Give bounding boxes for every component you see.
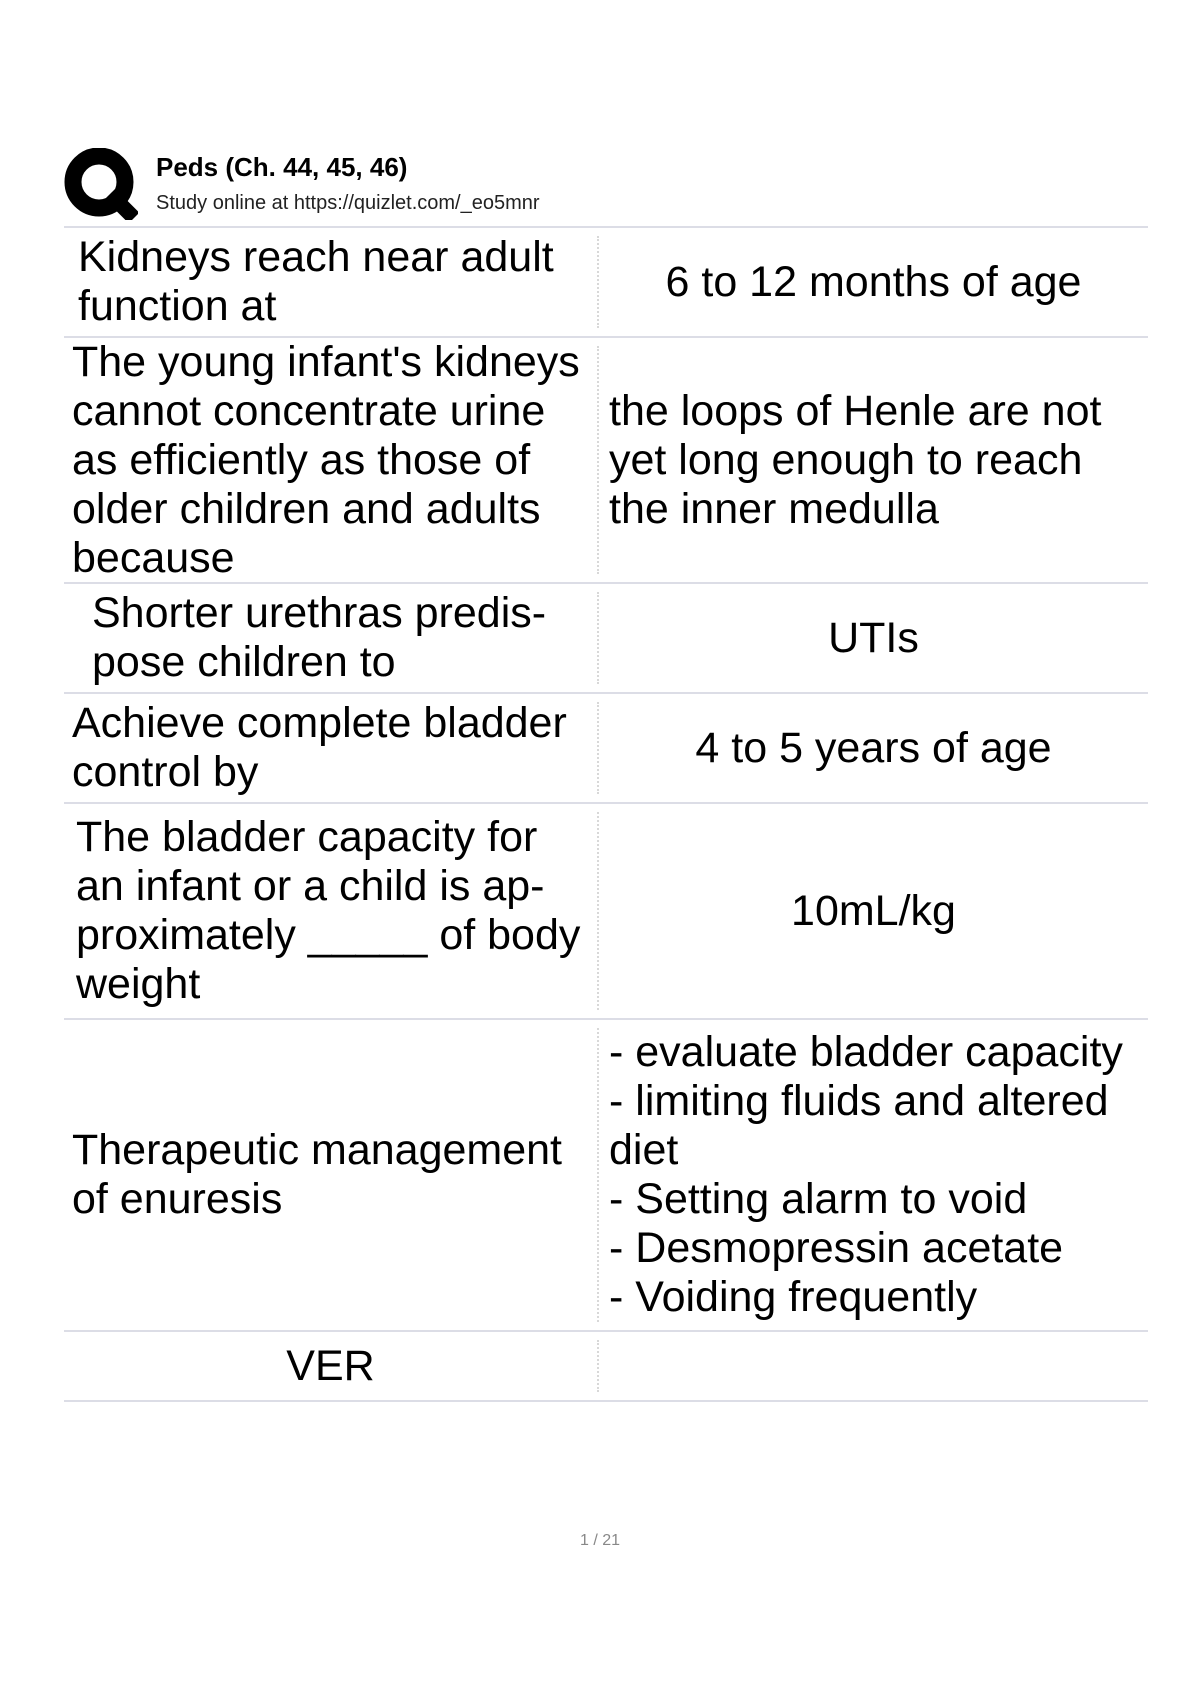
card-term: Shorter urethras predis- pose children to [64, 592, 599, 684]
card-definition: the loops of Henle are not yet long enough to reach the inner medulla [609, 386, 1102, 533]
deck-title: Peds (Ch. 44, 45, 46) [156, 152, 408, 182]
card-term: VER [64, 1340, 599, 1392]
page-indicator: 1 / 21 [579, 1532, 621, 1549]
card-definition: - evaluate bladder capacity - limiting fluids and altered diet - Setting alarm to void - Desmopressin acetate - Voiding frequently [609, 1028, 1123, 1321]
card-definition: 6 to 12 months of age [665, 257, 1082, 306]
card-row [64, 804, 1148, 1020]
card-row [64, 694, 1148, 804]
card-row [64, 338, 1148, 584]
flashcard-table [64, 226, 1148, 1402]
card-definition [599, 1332, 1148, 1400]
study-online-link[interactable]: Study online at https://quizlet.com/_eo5mnr [156, 192, 540, 214]
card-row [64, 1020, 1148, 1332]
card-row [64, 1332, 1148, 1402]
card-row [64, 228, 1148, 338]
card-term: The young infant's kidneys cannot concentrate urine as efficiently as those of older children and adults because [64, 346, 599, 574]
card-definition: 10mL/kg [791, 886, 956, 935]
card-row [64, 584, 1148, 694]
card-term: Kidneys reach near adult function at [64, 236, 599, 328]
deck-header [64, 148, 1148, 220]
quizlet-q-logo-icon [64, 148, 138, 220]
card-definition: 4 to 5 years of age [695, 723, 1052, 772]
card-definition: UTIs [828, 613, 919, 662]
card-term: The bladder capacity for an infant or a child is ap- proximately _____ of body weight [64, 812, 599, 1010]
card-term: Achieve complete bladder control by [64, 702, 599, 794]
card-term: Therapeutic management of enuresis [64, 1028, 599, 1322]
